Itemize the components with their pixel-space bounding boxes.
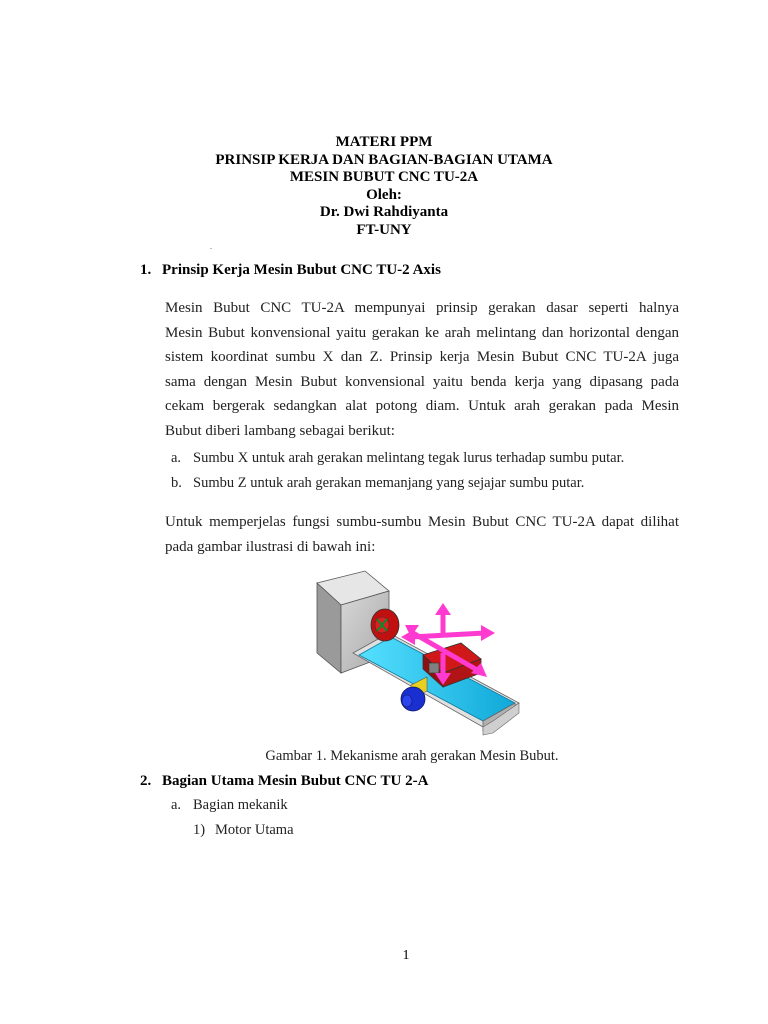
section-title: Bagian Utama Mesin Bubut CNC TU 2-A [162,773,429,789]
paragraph-line: Untuk memperjelas fungsi sumbu-sumbu Mesin Bubut CNC TU-2A dapat dilihat [165,514,679,530]
paragraph-line: sama dengan Mesin Bubut konvensional yaitu benda kerja yang dipasang pada [165,373,679,390]
page-number: 1 [402,948,410,963]
arrow-head [481,625,495,641]
paragraph-line: cekam bergerak sedangkan alat potong diam. Untuk arah gerakan pada Mesin [165,398,679,415]
title-line: FT-UNY [356,221,412,238]
list-marker: 1) [193,822,206,838]
section-number: 2. [140,773,152,789]
title-line: MESIN BUBUT CNC TU-2A [289,169,479,185]
list-item [171,797,288,814]
motor-shaft [402,695,412,707]
list-marker: a. [171,450,182,466]
list-item [171,450,624,467]
cnc-lathe-illustration [293,563,527,741]
list-marker: b. [171,475,182,491]
section-1-paragraph [165,296,679,444]
paragraph-line: Bubut diberi lambang sebagai berikut: [165,422,395,439]
list-item [171,475,584,492]
title-line: PRINSIP KERJA DAN BAGIAN-BAGIAN UTAMA [215,151,553,168]
section-number: 1. [140,262,152,278]
list-text: Bagian mekanik [193,797,288,813]
document-title [0,134,768,239]
stray-mark: . [210,242,212,251]
paragraph-line: pada gambar ilustrasi di bawah ini: [165,538,376,555]
list-text: Sumbu X untuk arah gerakan melintang tegak lurus terhadap sumbu putar. [193,450,625,466]
section-1-heading [140,262,441,279]
list-text: Sumbu Z untuk arah gerakan memanjang yang sejajar sumbu putar. [193,475,585,491]
arrow-head [435,603,451,615]
paragraph-line: sistem koordinat sumbu X dan Z. Prinsip kerja Mesin Bubut CNC TU-2A juga [165,349,679,366]
list-marker: a. [171,797,182,813]
list-text: Motor Utama [215,822,294,838]
title-line: Dr. Dwi Rahdiyanta [319,204,449,220]
tool-post [429,663,439,673]
section-title: Prinsip Kerja Mesin Bubut CNC TU-2 Axis [162,262,441,278]
figure-caption: Gambar 1. Mekanisme arah gerakan Mesin Bubut. [265,748,559,764]
title-line: Oleh: [366,186,402,203]
section-2-heading [140,773,428,790]
title-line: MATERI PPM [335,134,433,150]
paragraph-line: Mesin Bubut CNC TU-2A mempunyai prinsip gerakan dasar seperti halnya [165,300,679,316]
list-item [193,822,294,839]
paragraph-line: Mesin Bubut konvensional yaitu gerakan ke arah melintang dan horizontal dengan [165,324,679,341]
section-1-paragraph-2 [165,510,679,559]
